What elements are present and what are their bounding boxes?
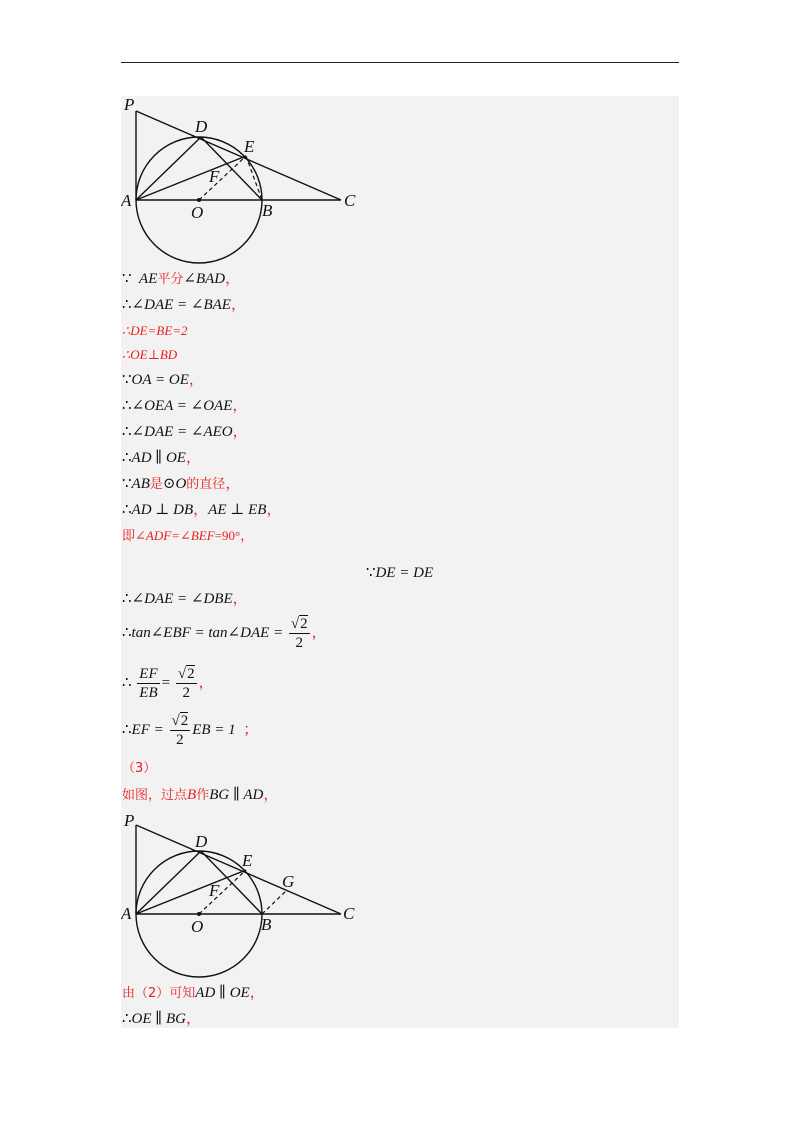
segment-ae bbox=[136, 870, 246, 914]
line-16: ∴EF = $\frac{√2}{2}$ EB = 1 ； bbox=[122, 713, 259, 748]
line-12: ∵DE = DE bbox=[366, 565, 434, 581]
label-f: F bbox=[209, 881, 220, 900]
label-b: B bbox=[261, 915, 272, 934]
line-10: ∴AD ⊥ DB，AE ⊥ EB， bbox=[122, 502, 282, 518]
line-18: 如图，过点B作BG ∥ AD， bbox=[122, 787, 279, 803]
label-c: C bbox=[344, 191, 356, 210]
header-rule bbox=[121, 62, 679, 63]
line-9: ∵AB是⊙O的直径， bbox=[122, 476, 241, 492]
line-2: ∴∠DAE = ∠BAE， bbox=[122, 297, 246, 313]
line-15: ∴ $\frac{EF}{EB}$ = $\frac{√2}{2}$ ， bbox=[122, 666, 214, 701]
fraction-sqrt2-over-2: $\frac{√2}{2}$ bbox=[177, 666, 195, 701]
line-3: ∴DE=BE=2 bbox=[122, 323, 188, 338]
line-5: ∵OA = OE， bbox=[122, 372, 204, 388]
line-1: ∵ AE平分∠BAD， bbox=[122, 271, 241, 287]
segment-ae bbox=[136, 156, 246, 200]
fraction-sqrt2-over-2: $\frac{√2}{2}$ bbox=[290, 616, 308, 651]
line-7: ∴∠DAE = ∠AEO， bbox=[122, 424, 248, 440]
label-b: B bbox=[262, 201, 273, 220]
fraction-sqrt2-over-2: $\frac{√2}{2}$ bbox=[171, 713, 189, 748]
label-a: A bbox=[121, 191, 132, 210]
segment-pc bbox=[136, 825, 341, 914]
label-e: E bbox=[242, 851, 253, 870]
segment-oe-dashed bbox=[199, 156, 246, 200]
label-p: P bbox=[124, 811, 135, 830]
line-19: 由（2）可知AD ∥ OE， bbox=[122, 985, 265, 1001]
segment-bg-dashed bbox=[262, 890, 287, 914]
line-14: ∴tan∠EBF = tan∠DAE = $\frac{√2}{2}$ ， bbox=[122, 616, 327, 651]
label-c: C bbox=[343, 904, 355, 923]
point-o bbox=[197, 912, 201, 916]
label-e: E bbox=[244, 137, 255, 156]
segment-pc bbox=[136, 111, 341, 200]
geometry-figure-2 bbox=[121, 810, 381, 982]
label-g: G bbox=[282, 872, 295, 891]
label-o: O bbox=[191, 917, 204, 936]
line-11: 即∠ADF=∠BEF=90°， bbox=[122, 528, 254, 544]
line-6: ∴∠OEA = ∠OAE， bbox=[122, 398, 248, 414]
label-f: F bbox=[209, 167, 220, 186]
line-13: ∴∠DAE = ∠DBE， bbox=[122, 591, 248, 607]
line-4: ∴OE⊥BD bbox=[122, 347, 178, 362]
line-17: （3） bbox=[122, 761, 157, 776]
segment-ad bbox=[136, 137, 201, 200]
point-o bbox=[197, 198, 201, 202]
label-d: D bbox=[195, 832, 208, 851]
line-8: ∴AD ∥ OE， bbox=[122, 450, 201, 466]
label-p: P bbox=[124, 96, 135, 114]
geometry-figure-1 bbox=[121, 96, 381, 268]
line-20: ∴OE ∥ BG， bbox=[122, 1011, 201, 1027]
label-a: A bbox=[121, 904, 132, 923]
label-d: D bbox=[195, 117, 208, 136]
fraction-ef-over-eb: $\frac{EF}{EB}$ bbox=[139, 666, 158, 701]
segment-oe-dashed bbox=[199, 870, 246, 914]
label-o: O bbox=[191, 203, 204, 222]
segment-ad bbox=[136, 851, 201, 914]
